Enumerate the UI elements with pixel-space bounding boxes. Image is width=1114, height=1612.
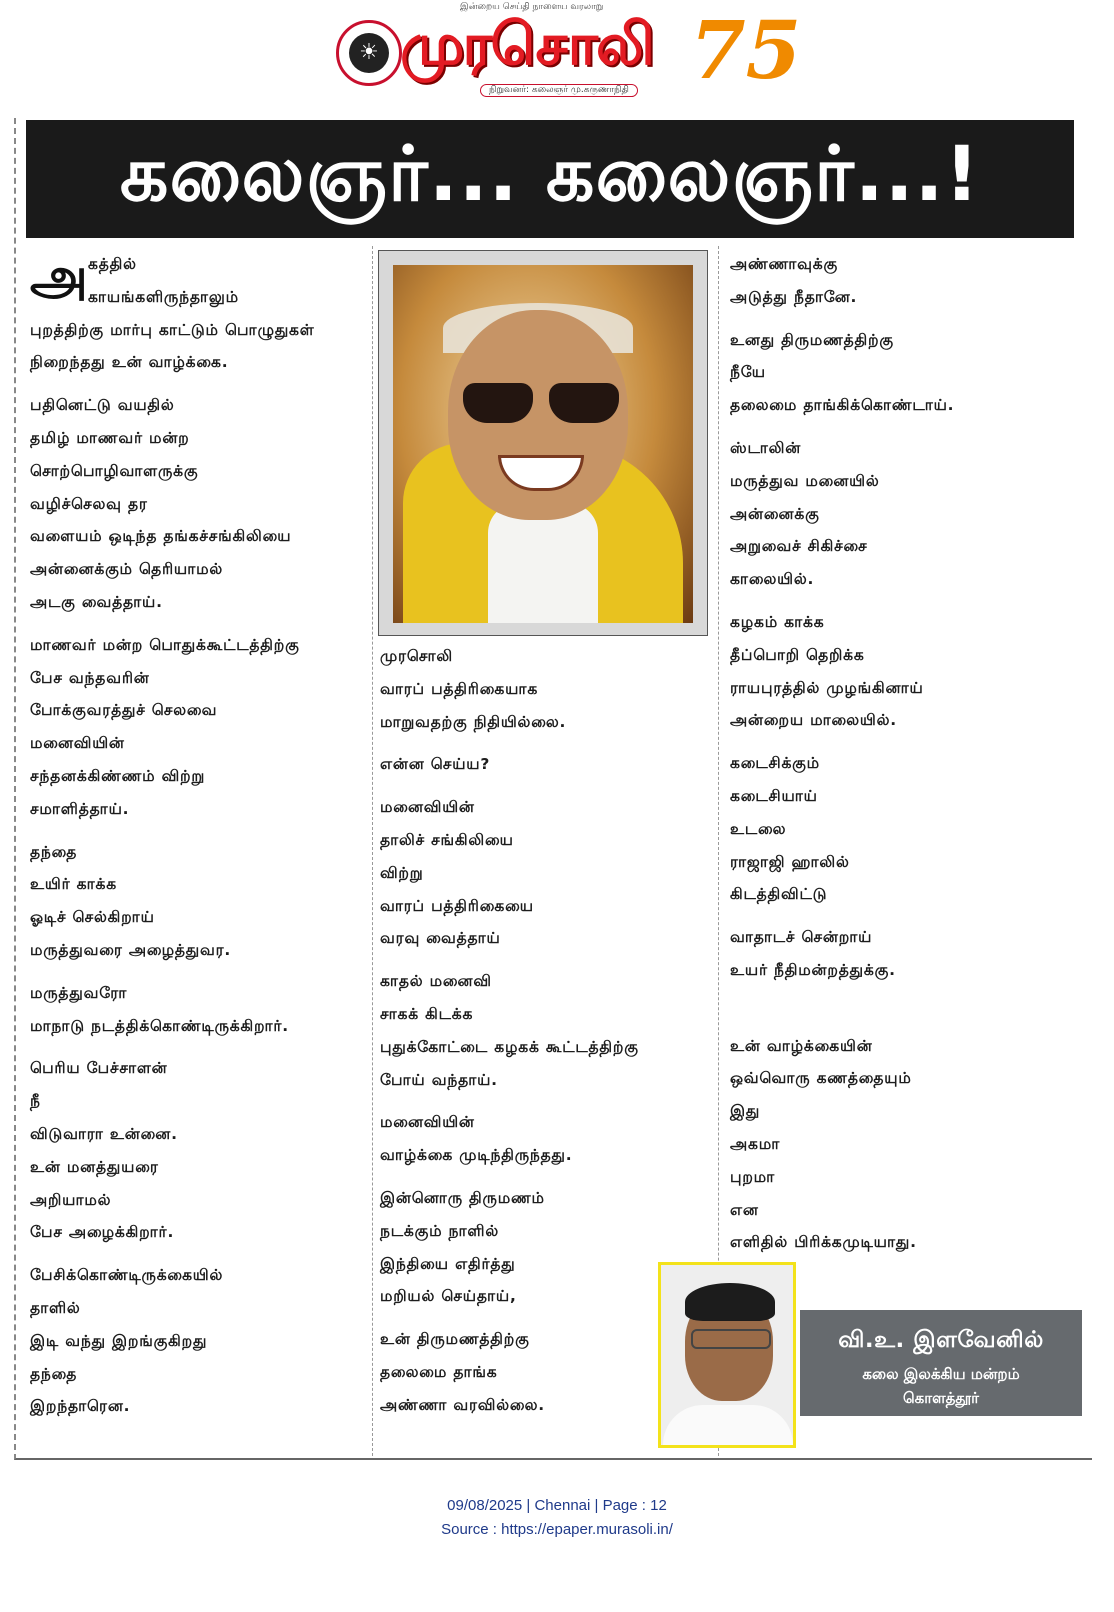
poem-line: முரசொலி [380,647,453,665]
poem-line: கிடத்திவிட்டு [730,885,828,904]
drop-cap: அ [30,246,88,307]
stanza [30,1259,370,1423]
stanza [380,748,710,781]
poem-line: அடுத்து நீதானே. [730,287,858,306]
poem-line: ராஜாஜி ஹாலில் [730,852,850,871]
author-role [800,1362,1082,1410]
anniversary-badge: 75 [690,3,802,97]
poem-line: போய் வந்தாய். [380,1070,498,1089]
poem-line: காயங்களிருந்தாலும் [88,287,239,306]
headline: கலைஞர்... கலைஞர்...! [119,129,981,218]
portrait-photo [378,250,708,636]
poem-line: காதல் மனைவி [380,972,492,991]
poem-line: காலையில். [730,570,815,589]
party-seal-icon [336,20,402,86]
poem-line: விடுவாரா உன்னை. [30,1124,178,1143]
poem-line: கடைசிக்கும் [730,754,820,773]
poem-line: வாதாடச் சென்றாய் [730,928,873,947]
stanza [380,791,710,955]
stanza [380,1106,710,1172]
poem-line: பெரிய பேச்சாளன் [30,1059,168,1078]
article-column-3 [730,248,1075,1269]
poem-line: புறத்திற்கு மார்பு காட்டும் பொழுதுகள் [30,320,315,339]
poem-line: மருத்துவரை அழைத்துவர. [30,940,232,959]
poem-line: இடி வந்து இறங்குகிறது [30,1331,208,1350]
poem-line: அடகு வைத்தாய். [30,592,163,611]
poem-line: தாளில் [30,1298,81,1317]
stanza [30,977,370,1043]
stanza [730,606,1075,737]
stanza [30,836,370,967]
poem-line: சாகக் கிடக்க [380,1004,474,1023]
sunglasses-icon [463,383,623,425]
author-role-line: கொளத்தூர் [902,1389,980,1407]
poem-line: மாணவர் மன்ற பொதுக்கூட்டத்திற்கு [30,635,300,654]
founder-line: நிறுவனர்: கலைஞர் மு.கருணாநிதி [480,84,638,97]
poem-line: தலைமை தாங்கிக்கொண்டாய். [730,396,955,415]
poem-line: விற்று [380,863,424,882]
poem-line: மருத்துவ மனையில் [730,471,880,490]
stanza [30,629,370,826]
poem-line: மனைவியின் [380,1113,475,1132]
page-footer [0,1494,1114,1542]
poem-line: வாரப் பத்திரிகையாக [380,679,539,698]
stanza [380,640,710,738]
poem-line: தந்தை [30,842,78,861]
poem-line: உனது திருமணத்திற்கு [730,330,894,349]
poem-line: கத்தில் [88,255,137,273]
poem-line: அறியாமல் [30,1190,112,1209]
poem-line: ஸ்டாலின் [730,438,802,457]
author-photo [658,1262,796,1448]
stanza [30,389,370,619]
masthead-tagline: இன்றைய செய்தி நாளைய வரலாறு [460,2,604,12]
poem-line: அகமா [730,1134,781,1153]
poem-line: பேச அழைக்கிறார். [30,1223,175,1242]
poem-line: அண்ணாவுக்கு [730,255,839,273]
poem-line: அன்றைய மாலையில். [730,711,897,730]
poem-line: வளையம் ஒடிந்த தங்கச்சங்கிலியை [30,527,292,546]
poem-line: மறியல் செய்தாய், [380,1287,517,1306]
poem-line: கழகம் காக்க [730,612,825,631]
poem-line: தந்தை [30,1364,78,1383]
edition-info: 09/08/2025 | Chennai | Page : 12 [447,1497,667,1514]
poem-line: மனைவியின் [30,734,125,753]
poem-line: ராயபுரத்தில் முழங்கினாய் [730,678,924,697]
poem-line: தாலிச் சங்கிலியை [380,830,514,849]
author-role-line: கலை இலக்கிய மன்றம் [862,1365,1020,1383]
poem-line: உயிர் காக்க [30,875,117,894]
poem-line: பேசிக்கொண்டிருக்கையில் [30,1266,224,1285]
poem-line: நிறைந்தது உன் வாழ்க்கை. [30,353,229,372]
poem-line: நீ [30,1092,41,1111]
stanza [730,432,1075,596]
poem-line: நடக்கும் நாளில் [380,1221,499,1240]
poem-line: மாறுவதற்கு நிதியில்லை. [380,712,567,731]
poem-line: வழிச்செலவு தர [30,494,148,513]
poem-line: அன்னைக்கு [730,504,820,523]
poem-line: என [730,1200,759,1219]
poem-line: புறமா [730,1167,776,1186]
poem-line: ஓடிச் செல்கிறாய் [30,908,155,927]
poem-line: அண்ணா வரவில்லை. [380,1395,545,1414]
poem-line: போக்குவரத்துச் செலவை [30,701,218,720]
article-column-1 [30,248,370,1423]
poem-line: தலைமை தாங்க [380,1362,498,1381]
poem-line: என்ன செய்ய? [380,755,491,774]
author-byline [800,1310,1082,1416]
portrait-image [393,265,693,623]
poem-line: இது [730,1102,761,1121]
poem-line: நீயே [730,363,766,382]
poem-line: சமாளித்தாய். [30,799,130,818]
stanza [730,324,1075,422]
rising-sun-icon: ☀ [349,33,389,73]
poem-line: கடைசியாய் [730,786,818,805]
poem-line: பேச வந்தவரின் [30,668,150,687]
poem-line: இந்தியை எதிர்த்து [380,1254,516,1273]
poem-line: பதினெட்டு வயதில் [30,396,175,415]
masthead [330,0,802,104]
poem-line: மருத்துவரோ [30,983,128,1002]
poem-line: தீப்பொறி தெறிக்க [730,645,865,664]
poem-line: எளிதில் பிரிக்கமுடியாது. [730,1233,917,1252]
column-separator [372,246,373,1456]
poem-line: வரவு வைத்தாய் [380,929,501,948]
source-link[interactable]: Source : https://epaper.murasoli.in/ [441,1521,673,1538]
poem-line: இன்னொரு திருமணம் [380,1188,545,1207]
poem-line: உன் வாழ்க்கையின் [730,1036,873,1055]
poem-line: உயர் நீதிமன்றத்துக்கு. [730,960,896,979]
poem-line: ஒவ்வொரு கணத்தையும் [730,1069,912,1088]
poem-line: மாநாடு நடத்திக்கொண்டிருக்கிறார். [30,1016,289,1035]
stanza [30,1052,370,1249]
poem-line: அன்னைக்கும் தெரியாமல் [30,560,224,579]
author-name: வி.உ. இளவேனில் [838,1327,1044,1353]
stanza [730,248,1075,314]
poem-line: வாழ்க்கை முடிந்திருந்தது. [380,1146,573,1165]
poem-line: உன் திருமணத்திற்கு [380,1330,530,1349]
poem-line: சந்தனக்கிண்ணம் விற்று [30,766,206,785]
headline-bar [26,120,1074,238]
poem-line: புதுக்கோட்டை கழகக் கூட்டத்திற்கு [380,1037,639,1056]
poem-line: சொற்பொழிவாளருக்கு [30,461,199,480]
poem-line: தமிழ் மாணவர் மன்ற [30,428,190,447]
poem-line: அறுவைச் சிகிச்சை [730,537,868,556]
stanza [730,921,1075,1019]
stanza [730,1030,1075,1260]
poem-line [730,987,1075,1020]
newspaper-logo: முரசொலி [400,10,653,78]
poem-line: உடலை [730,819,787,838]
stanza [380,965,710,1096]
poem-line: இறந்தாரென. [30,1397,131,1416]
poem-line: வாரப் பத்திரிகையை [380,896,534,915]
stanza [730,747,1075,911]
poem-line: உன் மனத்துயரை [30,1157,159,1176]
poem-line: மனைவியின் [380,798,475,817]
